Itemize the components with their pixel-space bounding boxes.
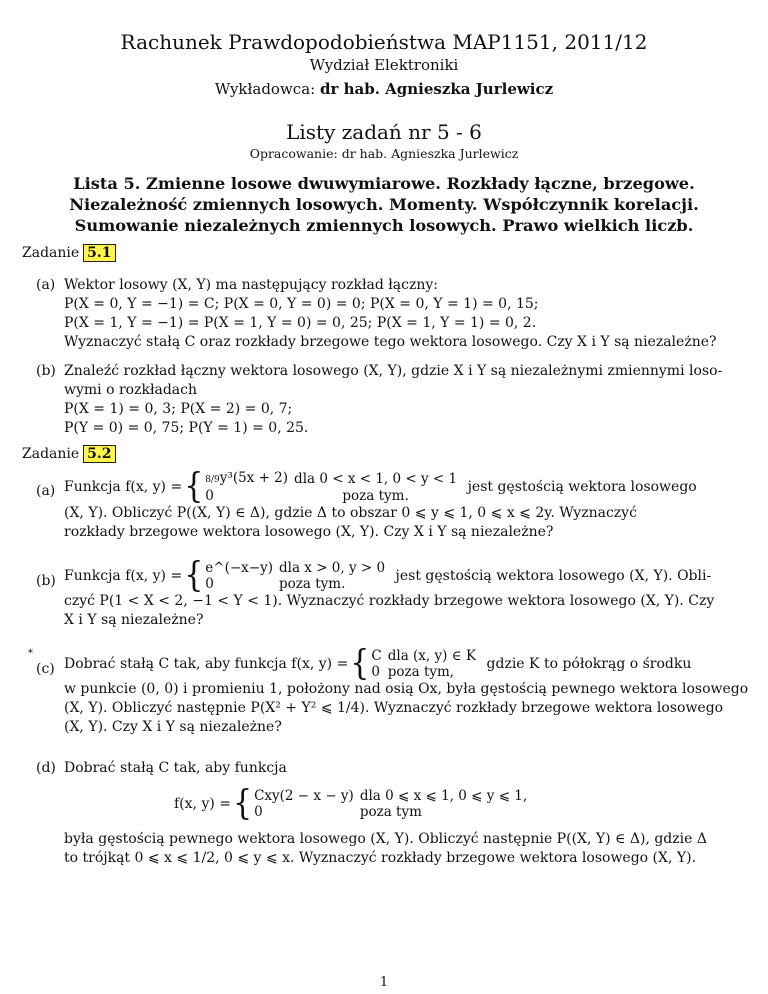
task-line: P(X = 1) = 0, 3; P(X = 2) = 0, 7; [64,401,293,417]
function-suffix: gdzie K to półokrąg o środku [486,656,692,672]
task-5-1-b [36,362,736,438]
left-brace: { [350,643,370,684]
function-prefix: Funkcja f(x, y) = [64,479,183,495]
piecewise-cases [254,788,533,820]
task-5-2-b [36,555,736,630]
case-expression: 0 [205,488,214,504]
item-label: (a) [36,277,56,293]
task-line: P(X = 0, Y = −1) = C; P(X = 0, Y = 0) = 0; P(X = 0, Y = 1) = 0, 15; [64,296,539,312]
task-5-1-a [36,276,736,352]
star-marker: * [28,648,33,659]
task-5-2-heading [22,445,116,463]
task-5-1-heading [22,244,116,262]
task-line: Wyznaczyć stałą C oraz rozkłady brzegowe tego wektora losowego. Czy X i Y są niezależne? [64,334,717,350]
case-condition: dla 0 < x < 1, 0 < y < 1 [294,471,458,487]
piecewise-cases [205,470,463,504]
document-title: Rachunek Prawdopodobieństwa MAP1151, 2011/12 [120,30,648,54]
task-line: wymi o rozkładach [64,382,198,398]
faculty: Wydział Elektroniki [309,56,459,74]
function-prefix: f(x, y) = [174,796,231,812]
task-line: była gęstością pewnego wektora losowego (X, Y). Obliczyć następnie P((X, Y) ∈ Δ), gdzie Δ [64,831,707,847]
task-line: to trójkąt 0 ⩽ x ⩽ 1/2, 0 ⩽ y ⩽ x. Wyznaczyć rozkłady brzegowe wektora losowego (X, Y). [64,850,697,866]
lecturer-name: dr hab. Agnieszka Jurlewicz [319,80,554,98]
list5-heading [0,173,768,236]
item-label: (a) [36,483,56,499]
task-line: Znaleźć rozkład łączny wektora losowego (X, Y), gdzie X i Y są niezależnymi zmiennymi loso- [64,363,723,379]
case-expression: e^(−x−y) [205,560,273,576]
list5-title-line1: Lista 5. Zmienne losowe dwuwymiarowe. Rozkłady łączne, brzegowe. [73,174,695,193]
function-prefix: Funkcja f(x, y) = [64,568,183,584]
case-condition: dla (x, y) ∈ K [387,648,477,664]
piecewise-cases [371,648,482,680]
task-line: czyć P(1 < X < 2, −1 < Y < 1). Wyznaczyć rozkłady brzegowe wektora losowego (X, Y). Czy [64,593,715,609]
case-condition: dla 0 ⩽ x ⩽ 1, 0 ⩽ y ⩽ 1, [359,788,528,804]
function-prefix: Dobrać stałą C tak, aby funkcja f(x, y) = [64,656,349,672]
task-line: (X, Y). Obliczyć następnie P(X² + Y² ⩽ 1/4). Wyznaczyć rozkłady brzegowe wektora losowego [64,700,724,716]
case-condition: dla x > 0, y > 0 [279,560,386,576]
task-label: Zadanie [22,446,80,462]
task-line: Wektor losowy (X, Y) ma następujący rozkład łączny: [64,277,438,293]
case-expression: C [371,648,382,664]
lecturer-line [0,80,768,98]
task-line: X i Y są niezależne? [64,612,204,628]
task-line: (X, Y). Czy X i Y są niezależne? [64,719,282,735]
case-expression: 0 [254,804,263,820]
case-condition: poza tym. [342,488,409,504]
task-line: Dobrać stałą C tak, aby funkcja [64,760,287,776]
item-label: (b) [36,573,56,589]
task-line: (X, Y). Obliczyć P((X, Y) ∈ Δ), gdzie Δ to obszar 0 ⩽ y ⩽ 1, 0 ⩽ x ⩽ 2y. Wyznaczyć [64,505,637,521]
case-condition: poza tym [359,804,422,820]
case-expression: 0 [205,576,214,592]
task-line: P(X = 1, Y = −1) = P(X = 1, Y = 0) = 0, 25; P(X = 1, Y = 1) = 0, 2. [64,315,537,331]
task-label: Zadanie [22,245,80,261]
piecewise-line [64,643,736,684]
function-suffix: jest gęstością wektora losowego [467,479,697,495]
task-5-2-c [28,643,749,737]
item-label: (b) [36,363,56,379]
task-line: P(Y = 0) = 0, 75; P(Y = 1) = 0, 25. [64,420,309,436]
case-expression: y³(5x + 2) [219,470,289,486]
case-expression: Cxy(2 − x − y) [254,788,354,804]
case-condition: poza tym. [279,576,346,592]
lists-title: Listy zadań nr 5 - 6 [286,120,482,144]
item-label: (d) [36,760,56,776]
case-expression: 0 [371,664,380,680]
piecewise-line [174,783,736,824]
case-condition: poza tym, [387,664,455,680]
task-5-2-d [36,759,736,868]
prepared-by: Opracowanie: dr hab. Agnieszka Jurlewicz [249,146,519,161]
list5-title-line2: Niezależność zmiennych losowych. Momenty. Współczynnik korelacji. [69,195,699,214]
task-number-badge: 5.2 [83,445,115,463]
left-brace: { [184,555,204,596]
task-5-2-a [36,466,736,542]
task-line: w punkcie (0, 0) i promieniu 1, położony nad osią Ox, była gęstością pewnego wektora losowego [64,681,749,697]
page-number: 1 [379,975,389,990]
left-brace: { [184,466,204,507]
piecewise-cases [205,560,391,592]
piecewise-line [64,466,736,507]
task-line: rozkłady brzegowe wektora losowego (X, Y). Czy X i Y są niezależne? [64,524,554,540]
left-brace: { [233,783,253,824]
list5-title-line3: Sumowanie niezależnych zmiennych losowych. Prawo wielkich liczb. [74,216,694,235]
task-number-badge: 5.1 [83,244,115,262]
function-suffix: jest gęstością wektora losowego (X, Y). Obli- [395,568,712,584]
lecturer-label: Wykładowca: [214,80,316,98]
fraction: 8/9 [205,475,220,485]
piecewise-line [64,555,736,596]
item-label: (c) [36,661,55,677]
